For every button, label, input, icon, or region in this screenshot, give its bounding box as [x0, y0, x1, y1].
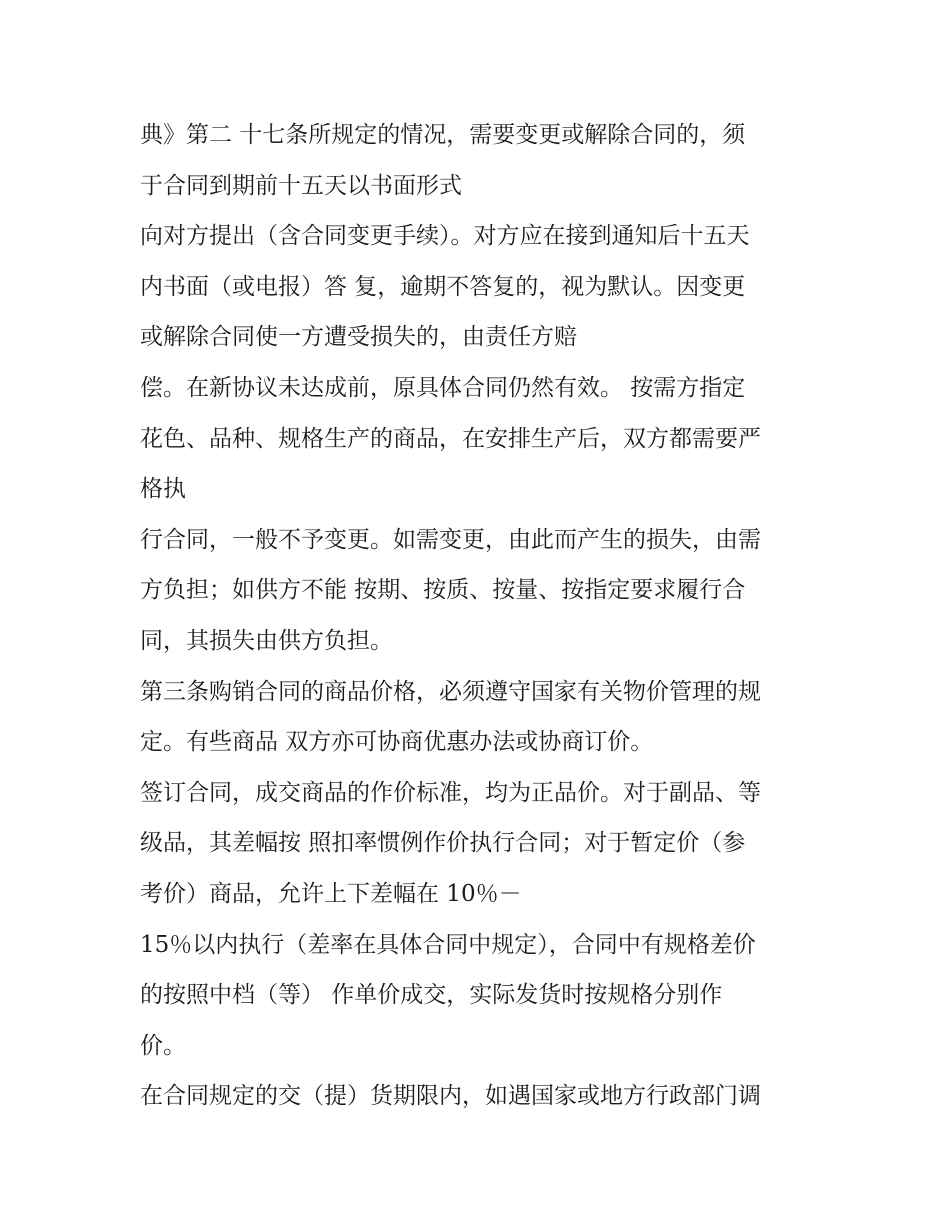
- text-line: 级品，其差幅按 照扣率惯例作价执行合同；对于暂定价（参: [140, 830, 746, 857]
- text-line: 方负担；如供方不能 按期、按质、按量、按指定要求履行合: [140, 577, 746, 604]
- text-line: 向对方提出（含合同变更手续）。对方应在接到通知后十五天: [140, 223, 750, 250]
- text-line: 定。有些商品 双方亦可协商优惠办法或协商订价。: [140, 729, 654, 756]
- document-body: [140, 110, 820, 1122]
- text-line: 行合同，一般不予变更。如需变更，由此而产生的损失，由需: [140, 526, 761, 553]
- text-line: 价。: [140, 1032, 186, 1059]
- text-line: 花色、品种、规格生产的商品，在安排生产后，双方都需要严: [140, 425, 761, 452]
- text-line: 或解除合同使一方遭受损失的，由责任方赔: [140, 324, 577, 351]
- text-line: 15％以内执行（差率在具体合同中规定），合同中有规格差价: [140, 931, 756, 958]
- text-line: 在合同规定的交（提）货期限内，如遇国家或地方行政部门调: [140, 1083, 761, 1110]
- text-line: 签订合同，成交商品的作价标准，均为正品价。对于副品、等: [140, 779, 761, 806]
- text-line: 格执: [140, 476, 186, 503]
- text-line: 于合同到期前十五天以书面形式: [140, 172, 462, 199]
- text-line: 内书面（或电报）答 复，逾期不答复的，视为默认。因变更: [140, 273, 746, 300]
- text-line: 同，其损失由供方负担。: [140, 627, 393, 654]
- text-line: 的按照中档（等） 作单价成交，实际发货时按规格分别作: [140, 982, 723, 1009]
- text-line: 考价）商品，允许上下差幅在 10％－: [140, 880, 522, 907]
- text-line: 典》第二 十七条所规定的情况，需要变更或解除合同的，须: [140, 122, 746, 148]
- text-line: 第三条购销合同的商品价格，必须遵守国家有关物价管理的规: [140, 678, 761, 705]
- text-line: 偿。在新协议未达成前，原具体合同仍然有效。 按需方指定: [140, 374, 746, 401]
